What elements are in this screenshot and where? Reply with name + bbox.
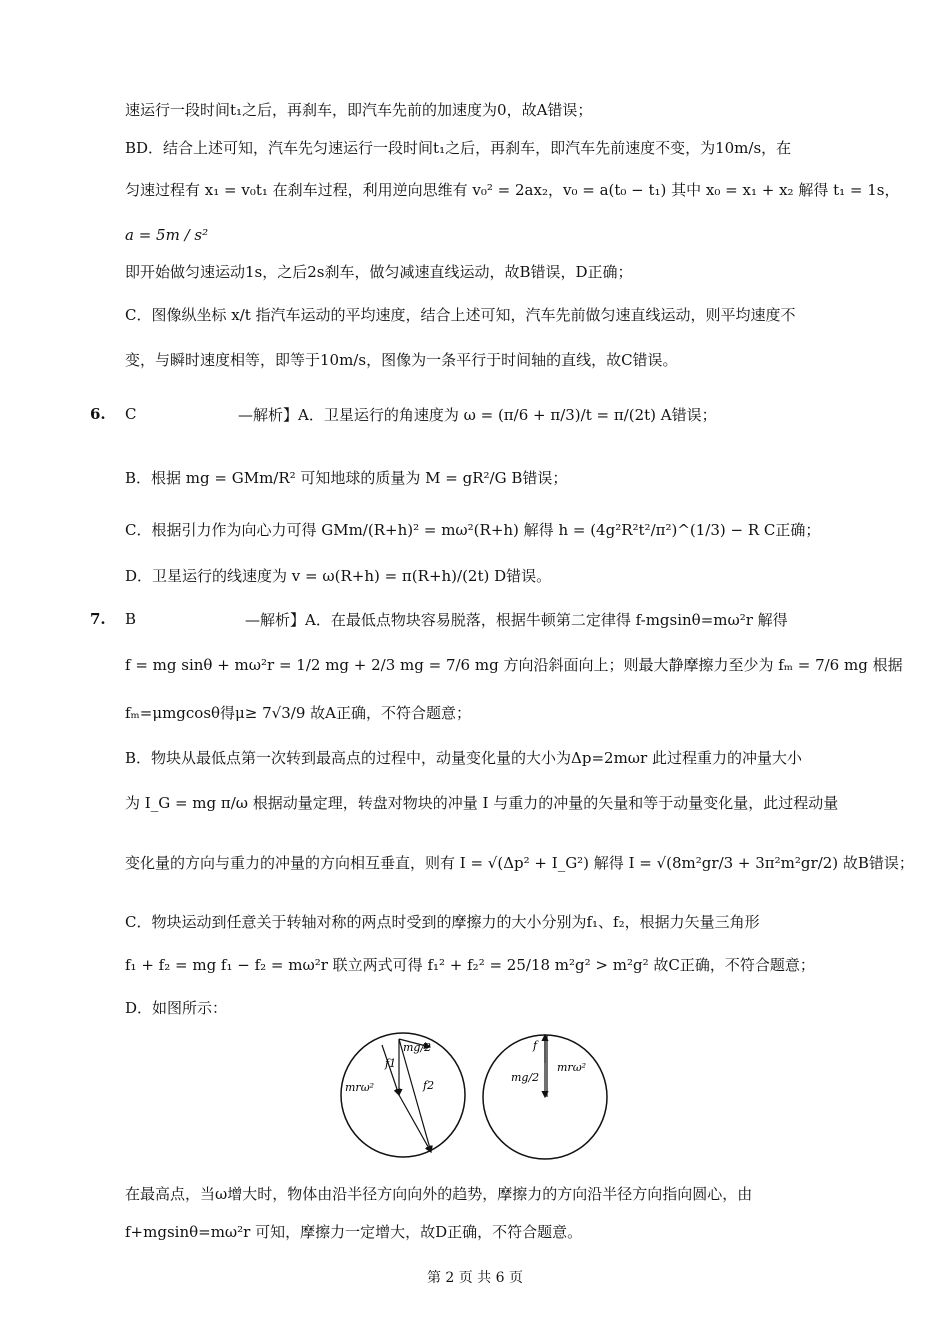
q6-line-1: —解析】A．卫星运行的角速度为 ω = (π/6 + π/3)/t = π/(2t) A错误； — [238, 406, 717, 424]
q7-line-1: —解析】A．在最低点物块容易脱落，根据牛顿第二定律得 f-mgsinθ=mω²r 解得 — [245, 611, 788, 629]
left-f1-arrow — [382, 1045, 399, 1095]
left-label-mrw2: mrω² — [345, 1081, 375, 1094]
q5-line-6: C．图像纵坐标 x/t 指汽车运动的平均速度，结合上述可知，汽车先前做匀速直线运动，则平均速度不 — [125, 306, 796, 324]
right-label-mg: mg/2 — [511, 1071, 540, 1084]
q6-number: 6. — [90, 405, 106, 423]
q7-line-10: 在最高点，当ω增大时，物体由沿半径方向向外的趋势，摩擦力的方向沿半径方向指向圆心，由 — [125, 1185, 753, 1203]
q6-answer: C — [125, 405, 137, 423]
q5-line-7: 变，与瞬时速度相等，即等于10m/s，图像为一条平行于时间轴的直线，故C错误。 — [125, 351, 678, 369]
q7-line-4: B．物块从最低点第一次转到最高点的过程中，动量变化量的大小为Δp=2mωr 此过程重力的冲量大小 — [125, 749, 802, 767]
left-label-f1: f1 — [385, 1057, 397, 1070]
q5-line-5: 即开始做匀速运动1s，之后2s刹车，做匀减速直线运动，故B错误，D正确； — [125, 263, 633, 281]
q6-line-2: B．根据 mg = GMm/R² 可知地球的质量为 M = gR²/G B错误； — [125, 469, 568, 487]
q5-line-1: 速运行一段时间t₁之后，再刹车，即汽车先前的加速度为0，故A错误； — [125, 101, 593, 119]
q5-line-2: BD．结合上述可知，汽车先匀速运行一段时间t₁之后，再刹车，即汽车先前速度不变，为10m/s，在 — [125, 139, 792, 157]
page-footer: 第 2 页 共 6 页 — [426, 1270, 524, 1286]
q5-line-3: 匀速过程有 x₁ = v₀t₁ 在刹车过程，利用逆向思维有 v₀² = 2ax₂，v₀ = a(t₀ − t₁) 其中 x₀ = x₁ + x₂ 解得 t₁ = 1s， — [125, 181, 900, 199]
right-label-f: f — [533, 1039, 538, 1052]
q6-line-3: C．根据引力作为向心力可得 GMm/(R+h)² = mω²(R+h) 解得 h = (4g²R²t²/π²)^(1/3) − R C正确； — [125, 521, 821, 539]
q7-line-2: f = mg sinθ + mω²r = 1/2 mg + 2/3 mg = 7/6 mg 方向沿斜面向上；则最大静摩擦力至少为 fₘ = 7/6 mg 根据 — [125, 656, 903, 674]
q7-line-11: f+mgsinθ=mω²r 可知，摩擦力一定增大，故D正确，不符合题意。 — [125, 1223, 583, 1241]
circular-motion-figure — [335, 1025, 625, 1170]
left-label-mg: mg/2 — [403, 1041, 432, 1054]
q5-line-4: a = 5m / s² — [125, 226, 209, 244]
q7-number: 7. — [90, 610, 106, 628]
q7-line-6: 变化量的方向与重力的冲量的方向相互垂直，则有 I = √(Δp² + I_G²) 解得 I = √(8m²gr/3 + 3π²m²gr/2) 故B错误； — [125, 854, 914, 872]
q7-line-7: C．物块运动到任意关于转轴对称的两点时受到的摩擦力的大小分别为f₁、f₂，根据力矢量三角形 — [125, 913, 760, 931]
q7-line-5: 为 I_G = mg π/ω 根据动量定理，转盘对物块的冲量 I 与重力的冲量的矢量和等于动量变化量，此过程动量 — [125, 794, 839, 812]
q7-line-3: fₘ=μmgcosθ得μ≥ 7√3/9 故A正确，不符合题意； — [125, 704, 471, 722]
q7-answer: B — [125, 610, 137, 628]
right-label-mrw2: mrω² — [557, 1061, 587, 1074]
left-label-f2: f2 — [423, 1079, 435, 1092]
q7-line-9: D．如图所示： — [125, 999, 228, 1017]
left-f2-arrow — [399, 1039, 431, 1152]
q6-line-4: D．卫星运行的线速度为 v = ω(R+h) = π(R+h)/(2t) D错误。 — [125, 567, 552, 585]
q7-line-8: f₁ + f₂ = mg f₁ − f₂ = mω²r 联立两式可得 f₁² + f₂² = 25/18 m²g² > m²g² 故C正确，不符合题意； — [125, 956, 815, 974]
